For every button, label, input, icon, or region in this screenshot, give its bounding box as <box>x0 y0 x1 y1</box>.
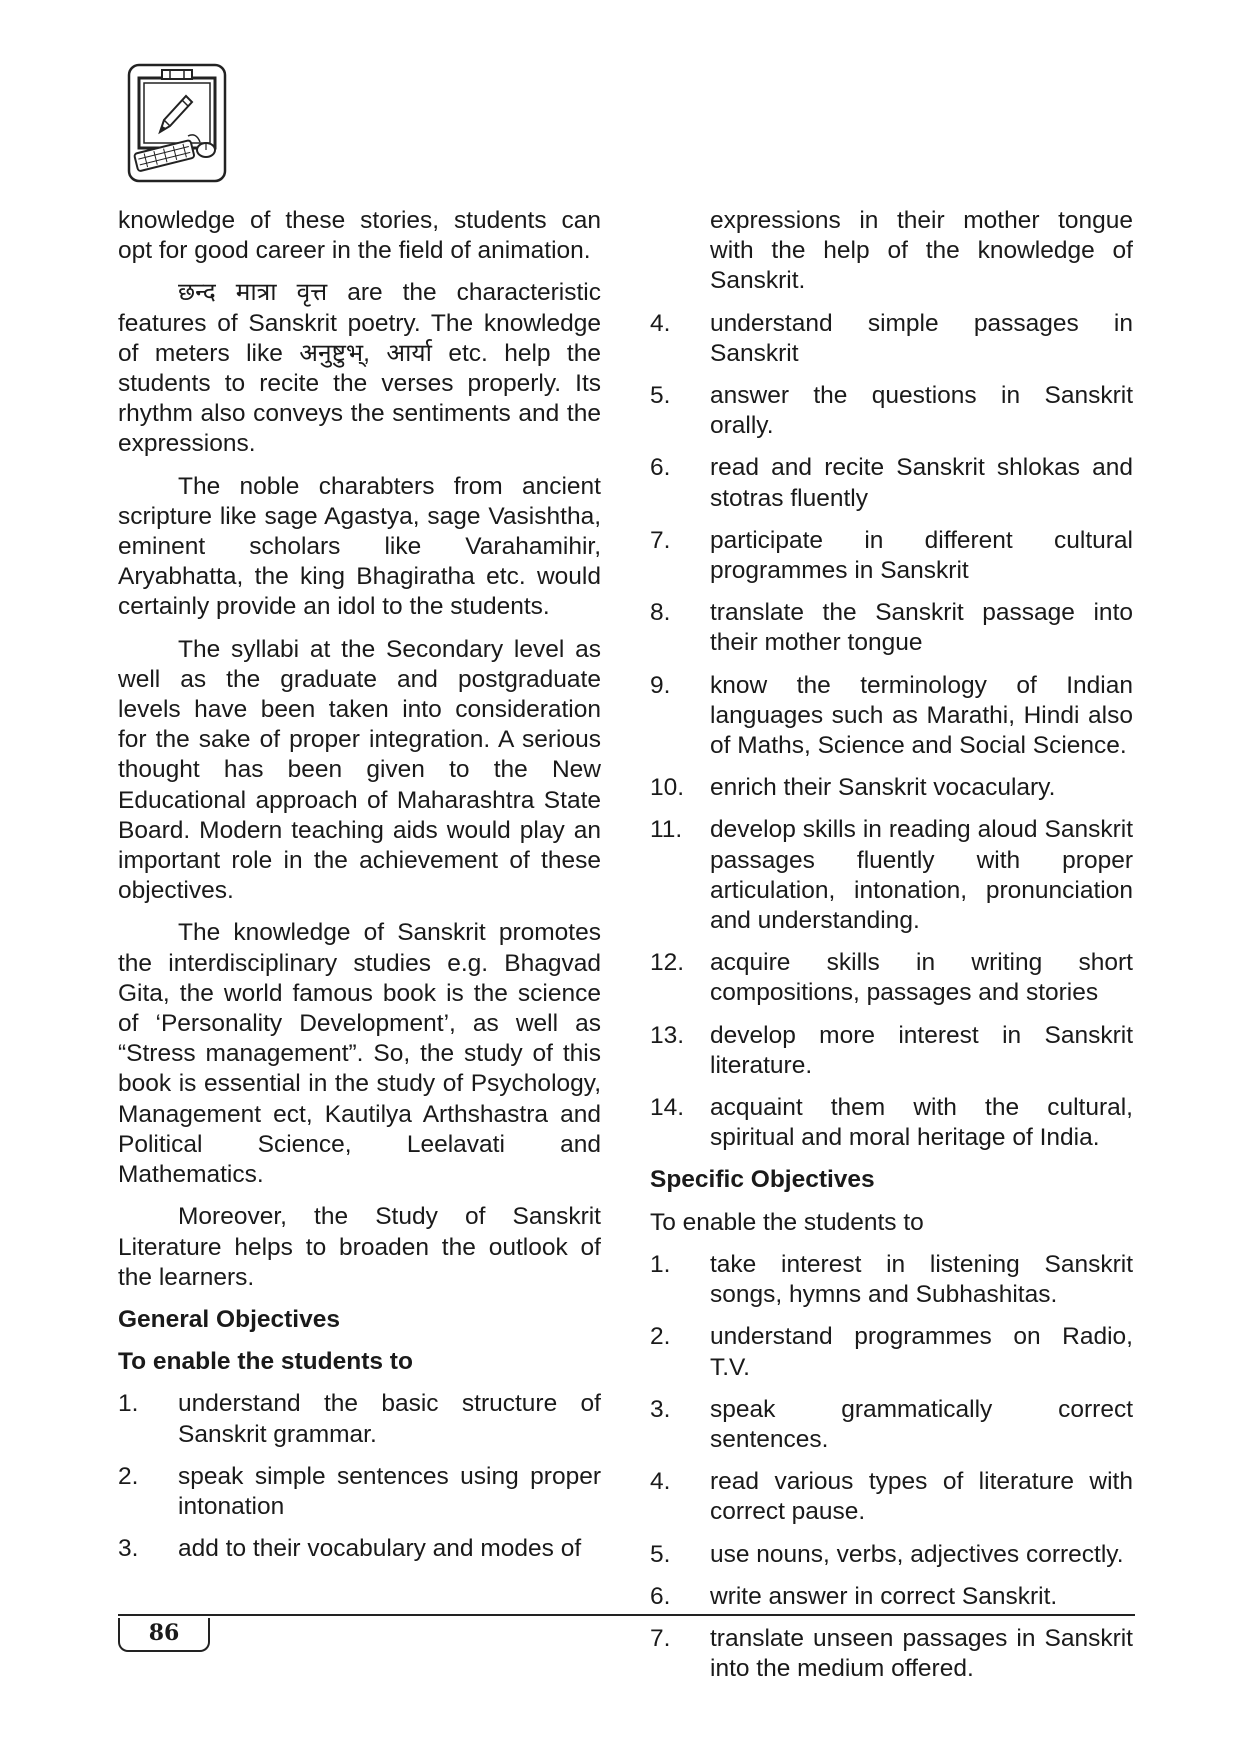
list-item-text: read various types of literature with correct pause. <box>710 1468 1133 1526</box>
footer-rule <box>118 1614 1135 1616</box>
list-item-text: understand simple passages in Sanskrit <box>710 309 1133 367</box>
list-item-number: 2. <box>118 1462 139 1490</box>
left-column <box>118 206 601 1576</box>
paragraph-noble-characters: The noble charabters from ancient scripture like sage Agastya, sage Vasishtha, eminent scholars like Varahamihir, Aryabhatta, the king Bhagiratha etc. would certainly provide an idol to the students. <box>118 472 601 621</box>
list-item <box>650 1467 1133 1527</box>
list-item <box>650 1395 1133 1455</box>
list-item-text: translate unseen passages in Sanskrit into the medium offered. <box>710 1624 1133 1683</box>
paragraph-syllabi: The syllabi at the Secondary level as well as the graduate and postgraduate levels have been taken into consideration for the sake of proper integration. A serious thought has been given to the New Educational approach of Maharashtra State Board. Modern teaching aids would play an important role in the achievement of these objectives. <box>118 635 601 905</box>
list-item-text: add to their vocabulary and modes of <box>178 1535 582 1563</box>
list-item-text: enrich their Sanskrit vocaculary. <box>710 774 1056 802</box>
list-item-number: 2. <box>650 1323 671 1351</box>
list-item-number: 9. <box>650 671 671 699</box>
list-item-text: understand programmes on Radio, T.V. <box>710 1323 1133 1381</box>
list-item-number: 5. <box>650 1540 671 1568</box>
list-item-number: 4. <box>650 1468 671 1496</box>
heading-general-objectives: General Objectives <box>118 1305 340 1333</box>
list-item <box>650 381 1133 441</box>
list-item-text: answer the questions in Sanskrit orally. <box>710 382 1133 440</box>
list-item-text: acquire skills in writing short compositions, passages and stories <box>710 949 1133 1007</box>
list-item-number: 7. <box>650 1624 671 1652</box>
subheading-enable-students: To enable the students to <box>118 1348 413 1376</box>
list-item-text: read and recite Sanskrit shlokas and stotras fluently <box>710 454 1133 512</box>
list-item-text: speak simple sentences using proper intonation <box>178 1462 601 1520</box>
heading-specific-objectives: Specific Objectives <box>650 1166 875 1194</box>
list-item-text: understand the basic structure of Sanskrit grammar. <box>178 1390 601 1448</box>
subheading-enable-students: To enable the students to <box>650 1208 924 1236</box>
list-item-text: write answer in correct Sanskrit. <box>710 1582 1058 1610</box>
list-item <box>650 453 1133 513</box>
list-item-number: 6. <box>650 454 671 482</box>
list-item <box>650 773 1133 803</box>
list-item-number: 13. <box>650 1021 685 1049</box>
list-item-text: take interest in listening Sanskrit songs, hymns and Subhashitas. <box>710 1250 1133 1309</box>
general-objectives-list <box>118 1389 601 1564</box>
paragraph-literature-outlook: Moreover, the Study of Sanskrit Literature helps to broaden the outlook of the learners. <box>118 1203 601 1291</box>
list-item <box>650 1093 1133 1153</box>
list-item-text: translate the Sanskrit passage into their mother tongue <box>710 599 1133 657</box>
general-objectives-list-continued <box>650 309 1133 1154</box>
list-item-text: develop skills in reading aloud Sanskrit passages fluently with proper articulation, intonation, pronunciation and understanding. <box>710 816 1133 935</box>
list-item-number: 5. <box>650 382 671 410</box>
list-item <box>650 815 1133 936</box>
list-item-text: use nouns, verbs, adjectives correctly. <box>710 1540 1124 1568</box>
list-item-text: speak grammatically correct sentences. <box>710 1395 1133 1453</box>
list-item-text: acquaint them with the cultural, spiritual and moral heritage of India. <box>710 1094 1133 1152</box>
list-item-number: 3. <box>118 1535 139 1563</box>
list-item <box>650 598 1133 658</box>
list-item-number: 1. <box>118 1390 139 1418</box>
list-item-number: 11. <box>650 816 683 844</box>
list-item <box>650 526 1133 586</box>
list-item <box>118 1534 601 1564</box>
list-item <box>650 948 1133 1008</box>
list-item-number: 8. <box>650 599 671 627</box>
paragraph-animation: knowledge of these stories, students can opt for good career in the field of animation. <box>118 207 601 265</box>
list-item-number: 1. <box>650 1250 671 1278</box>
paragraph-interdisciplinary: The knowledge of Sanskrit promotes the interdisciplinary studies e.g. Bhagvad Gita, the world famous book is the science of ‘Personality Development’, as well as “Stress management”. So, the study of this book is essential in the study of Psychology, Management ect, Kautilya Arthshastra and Political Science, Leelavati and Mathematics. <box>118 919 601 1189</box>
list-item-number: 10. <box>650 774 685 802</box>
list-item-continuation: expressions in their mother tongue with the help of the knowledge of Sanskrit. <box>710 207 1133 295</box>
right-column <box>650 206 1133 1696</box>
list-item-number: 14. <box>650 1094 685 1122</box>
list-item <box>650 1250 1133 1310</box>
page-number: 86 <box>118 1618 210 1652</box>
list-item-text: develop more interest in Sanskrit literature. <box>710 1021 1133 1079</box>
list-item-text: participate in different cultural programmes in Sanskrit <box>710 526 1133 585</box>
list-item <box>650 1540 1133 1570</box>
list-item <box>650 1624 1133 1684</box>
list-item-number: 12. <box>650 949 685 977</box>
specific-objectives-list <box>650 1250 1133 1684</box>
list-item <box>650 309 1133 369</box>
computer-board-icon <box>126 62 228 184</box>
list-item <box>118 1389 601 1449</box>
list-item-number: 3. <box>650 1395 671 1423</box>
list-item <box>650 1322 1133 1382</box>
list-item-number: 6. <box>650 1582 671 1610</box>
list-item-number: 7. <box>650 526 671 554</box>
list-item <box>650 1582 1133 1612</box>
paragraph-poetry-meters: छन्द मात्रा वृत्त are the characteristic features of Sanskrit poetry. The knowledge of meters like अनुष्टुभ्, आर्या etc. help the students to recite the verses properly. Its rhythm also conveys the sentiments and the expressions. <box>118 279 601 458</box>
list-item <box>650 671 1133 762</box>
list-item-text: know the terminology of Indian languages such as Marathi, Hindi also of Maths, Science and Social Science. <box>710 671 1133 760</box>
list-item <box>650 1021 1133 1081</box>
list-item-number: 4. <box>650 309 671 337</box>
list-item <box>118 1462 601 1522</box>
